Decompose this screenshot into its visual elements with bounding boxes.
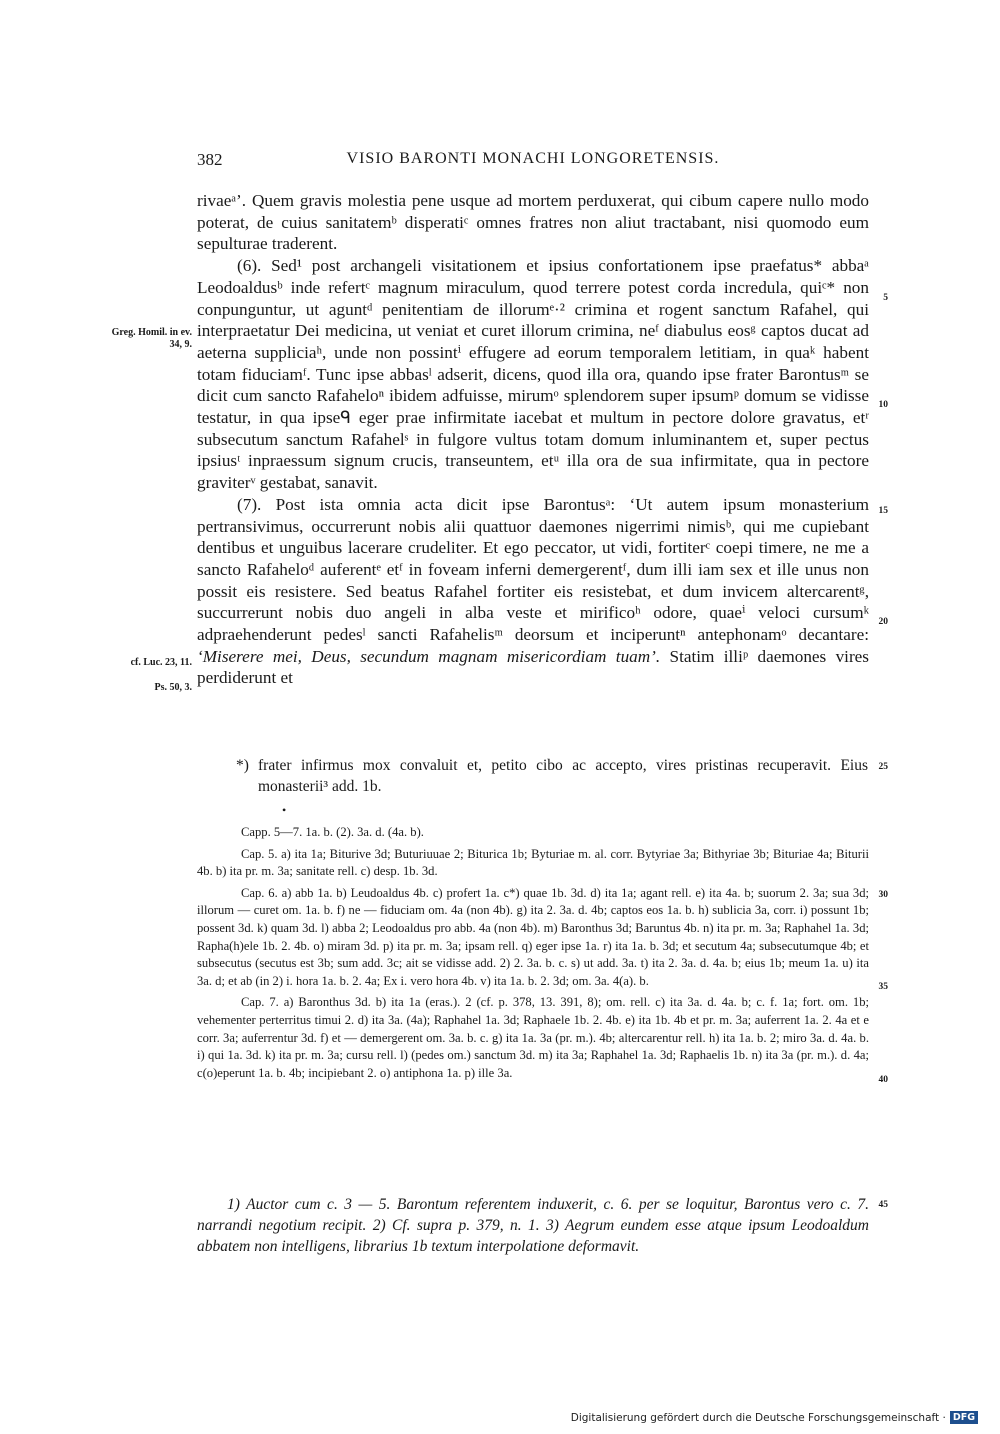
line-number: 35 [878, 982, 888, 992]
credit-text: Digitalisierung gefördert durch die Deutsche Forschungsgemeinschaft · [570, 1411, 946, 1424]
digitization-credit [571, 1411, 978, 1424]
apparatus-capp: Capp. 5—7. 1a. b. (2). 3a. d. (4a. b). [241, 825, 424, 839]
running-title: VISIO BARONTI MONACHI LONGORETENSIS. [346, 150, 720, 167]
page-number: 382 [197, 150, 223, 169]
line-number: 20 [878, 617, 888, 627]
interpolation-footnote [238, 755, 868, 797]
notes-text: 1) Auctor cum c. 3 — 5. Barontum referentem induxerit, c. 6. per se loquitur, Barontus vero c. 7. narrandi negotium recipit. 2) Cf. supra p. 379, n. 1. 3) Aegrum eundem esse atque ipsum Leodoaldum abbatem non intelligens, librarius 1b textum interpolatione deformavit. [197, 1196, 869, 1255]
line-number: 5 [883, 293, 888, 303]
line-number: 25 [878, 762, 888, 772]
paragraph-chapter-7 [197, 494, 869, 689]
psalm-quote: ‘Miserere mei, Deus, secundum magnam misericordiam tuam’. [197, 646, 661, 666]
sidenote-greg: Greg. Homil. in ev. 34, 9. [111, 327, 192, 350]
sidenote-luc: cf. Luc. 23, 11. [130, 657, 192, 668]
apparatus-cap-6: Cap. 6. a) abb 1a. b) Leudoaldus 4b. c) profert 1a. c*) quae 1b. 3d. d) ita 1a; agant rell. e) ita 4a. b; suorum 2. 3a; sua 3d; illorum — curet om. 1a. b. f) ne — fiduciam om. 4a (non 4b). g) ita 2. 3a. d. 4b; captos eos 1a. b. h) sublicia 3a, corr. i) possunt 1b; possent 3d. k) quam 3d. l) abba 2; Leodoaldus pro abb. 4a (non 4b). m) Baronthus 3d; Baruntus 4b. n) ita pr. m. 3a; Raphahel 1a. 3d; Rapha(h)ele 1b. 2. 4b. o) miram 3d. p) ita pr. m. 3a; ipsam rell. q) eger ipse 1a. r) ita 1a. b. 3d; et secutum 4a; subsecutumque 4b; et subsecutus (secutus est 3b; sum add. 3c; ait se vidisse add. 2) 2. 3a. b. c. s) ut add. 3a. t) ita 2. 3a. d. 4a. b; eius 1b; meum 1a. u) ita 3a. d; et ab (in 2) i. hora 1a. b. 2. 4a; Ex i. vero hora 4b. v) ita 1a. b. 2. 3d; om. 3a. 4(a). b. [197, 885, 869, 988]
line-number: 45 [878, 1200, 888, 1210]
footnote-text: frater infirmus mox convaluit et, petito cibo ac accepto, vires pristinas recuperavit. Eius monasterii³ add. 1b. [258, 757, 868, 795]
chapter-7-text: (7). Post ista omnia acta dicit ipse Barontusᵃ: ‘Ut autem ipsum monasterium pertransivimus, occurrerunt nobis alii quattuor daemones nigerrimi nimisᵇ, qui me cupiebant dentibus et unguibus lacerare crudeliter. Et ego peccator, ut vidi, fortiterᶜ coepi timere, ne me a sancto Rafaheloᵈ auferentᵉ etᶠ in foveam inferni demergerentᶠ, dum illi iam sex et ille unus non possit eis resistere. Sed beatus Rafahel fortiter eis resistebat, et dum invicem altercarentᵍ, succurrerunt nobis duo angeli in alba veste et mirificoʰ odore, quaeⁱ veloci cursumᵏ adpraehenderunt pedesˡ sancti Rafahelisᵐ deorsum et inciperuntⁿ antephonamᵒ decantare: [197, 494, 869, 645]
separator-dot: • [282, 803, 287, 817]
sidenote-ps: Ps. 50, 3. [154, 682, 192, 693]
footnote-marker: *) [236, 757, 249, 774]
line-number: 30 [878, 890, 888, 900]
chapter-7-end: Statim illiᵖ daemones vires perdiderunt et [197, 646, 869, 688]
line-number: 10 [878, 400, 888, 410]
apparatus-cap-7: Cap. 7. a) Baronthus 3d. b) ita 1a (eras.). 2 (cf. p. 378, 13. 391, 8); om. rell. c) ita 3a. d. 4a. b; c. f. 1a; fort. om. 1b; vehementer perterritus timui 2. d) ita 3a. (4a); Raphahel 1a. 3d; Raphaele 1b. 2. 4b. e) ita 1b. 4b et pr. m. 3a; auferrent 1a. 2. 4a et e corr. 3a; auferrentur 3d. f) et — demergerent om. 3a. b. c. g) ita 1a. 3a (pr. m.). 4b; altercarentur rell. h) ita 1a. b. 2; miro 3a. d. 4a. b. i) qui 1a. 3d. k) ita pr. m. 3a; cursu rell. l) (pedes om.) sanctum 3d. m) ita 3a; Raphahel 1a. 3d; Raphaelis 1b. n) ita 3a (pr. m.). d. 4a; c(o)eperunt 1a. b. 4b; incipiebant 2. o) antiphona 1a. p) ille 3a. [197, 995, 869, 1080]
critical-apparatus [197, 824, 869, 1086]
page-header [197, 150, 869, 176]
apparatus-cap-5: Cap. 5. a) ita 1a; Biturive 3d; Buturiuuae 2; Biturica 1b; Byturiae m. al. corr. Bytyriae 3a; Bithyriae 3b; Bituriae 4a; Biturii 4b. b) ita pr. m. 3a; sanitate rell. c) desp. 1b. 3d. [197, 846, 869, 879]
editor-notes [197, 1194, 869, 1257]
line-number: 40 [878, 1075, 888, 1085]
line-number: 15 [878, 506, 888, 516]
paragraph-1: rivaeᵃ’. Quem gravis molestia pene usque ad mortem perduxerat, qui cibum capere nullo modo poterat, de cuius sanitatemᵇ disperatiᶜ omnes fratres non aliut tractabant, nisi quomodo eum sepulturae traderent. [197, 191, 869, 254]
paragraph-chapter-6: (6). Sed¹ post archangeli visitationem et ipsius confortationem ipse praefatus* abbaᵃ Leodoaldusᵇ inde refertᶜ magnum miraculum, quod terrere potest corda incredula, quiᶜ* non conpunguntur, ut aguntᵈ penitentiam de illorumᵉ·² crimina et rogent sanctum Rafahel, qui interpraetatur Dei medicina, ut veniat et curet illorum crimina, neᶠ diabulus eosᵍ captos ducat ad aeterna suppliciaʰ, unde non possintⁱ effugere ad eorum temporalem letitiam, in quaᵏ habent totam fiduciamᶠ. Tunc ipse abbasˡ adserit, dicens, quod illa ora, quando ipse frater Barontusᵐ se dicit cum sancto Rafaheloⁿ ibidem adfuisse, mirumᵒ splendorem super ipsumᵖ domum se vidisse testatur, in qua ipseᑫ eger prae infirmitate iacebat et multum in pectore dolore gravatus, etʳ subsecutum sanctum Rafahelˢ in fulgore vultus totam domum inluminantem et, super pectus ipsiusᵗ inpraessum signum crucis, transeuntem, etᵘ illa ora de sua infirmitate, qua in pectore graviterᵛ gestabat, sanavit. [197, 256, 869, 493]
main-text [197, 190, 869, 689]
dfg-logo: DFG [950, 1411, 978, 1424]
